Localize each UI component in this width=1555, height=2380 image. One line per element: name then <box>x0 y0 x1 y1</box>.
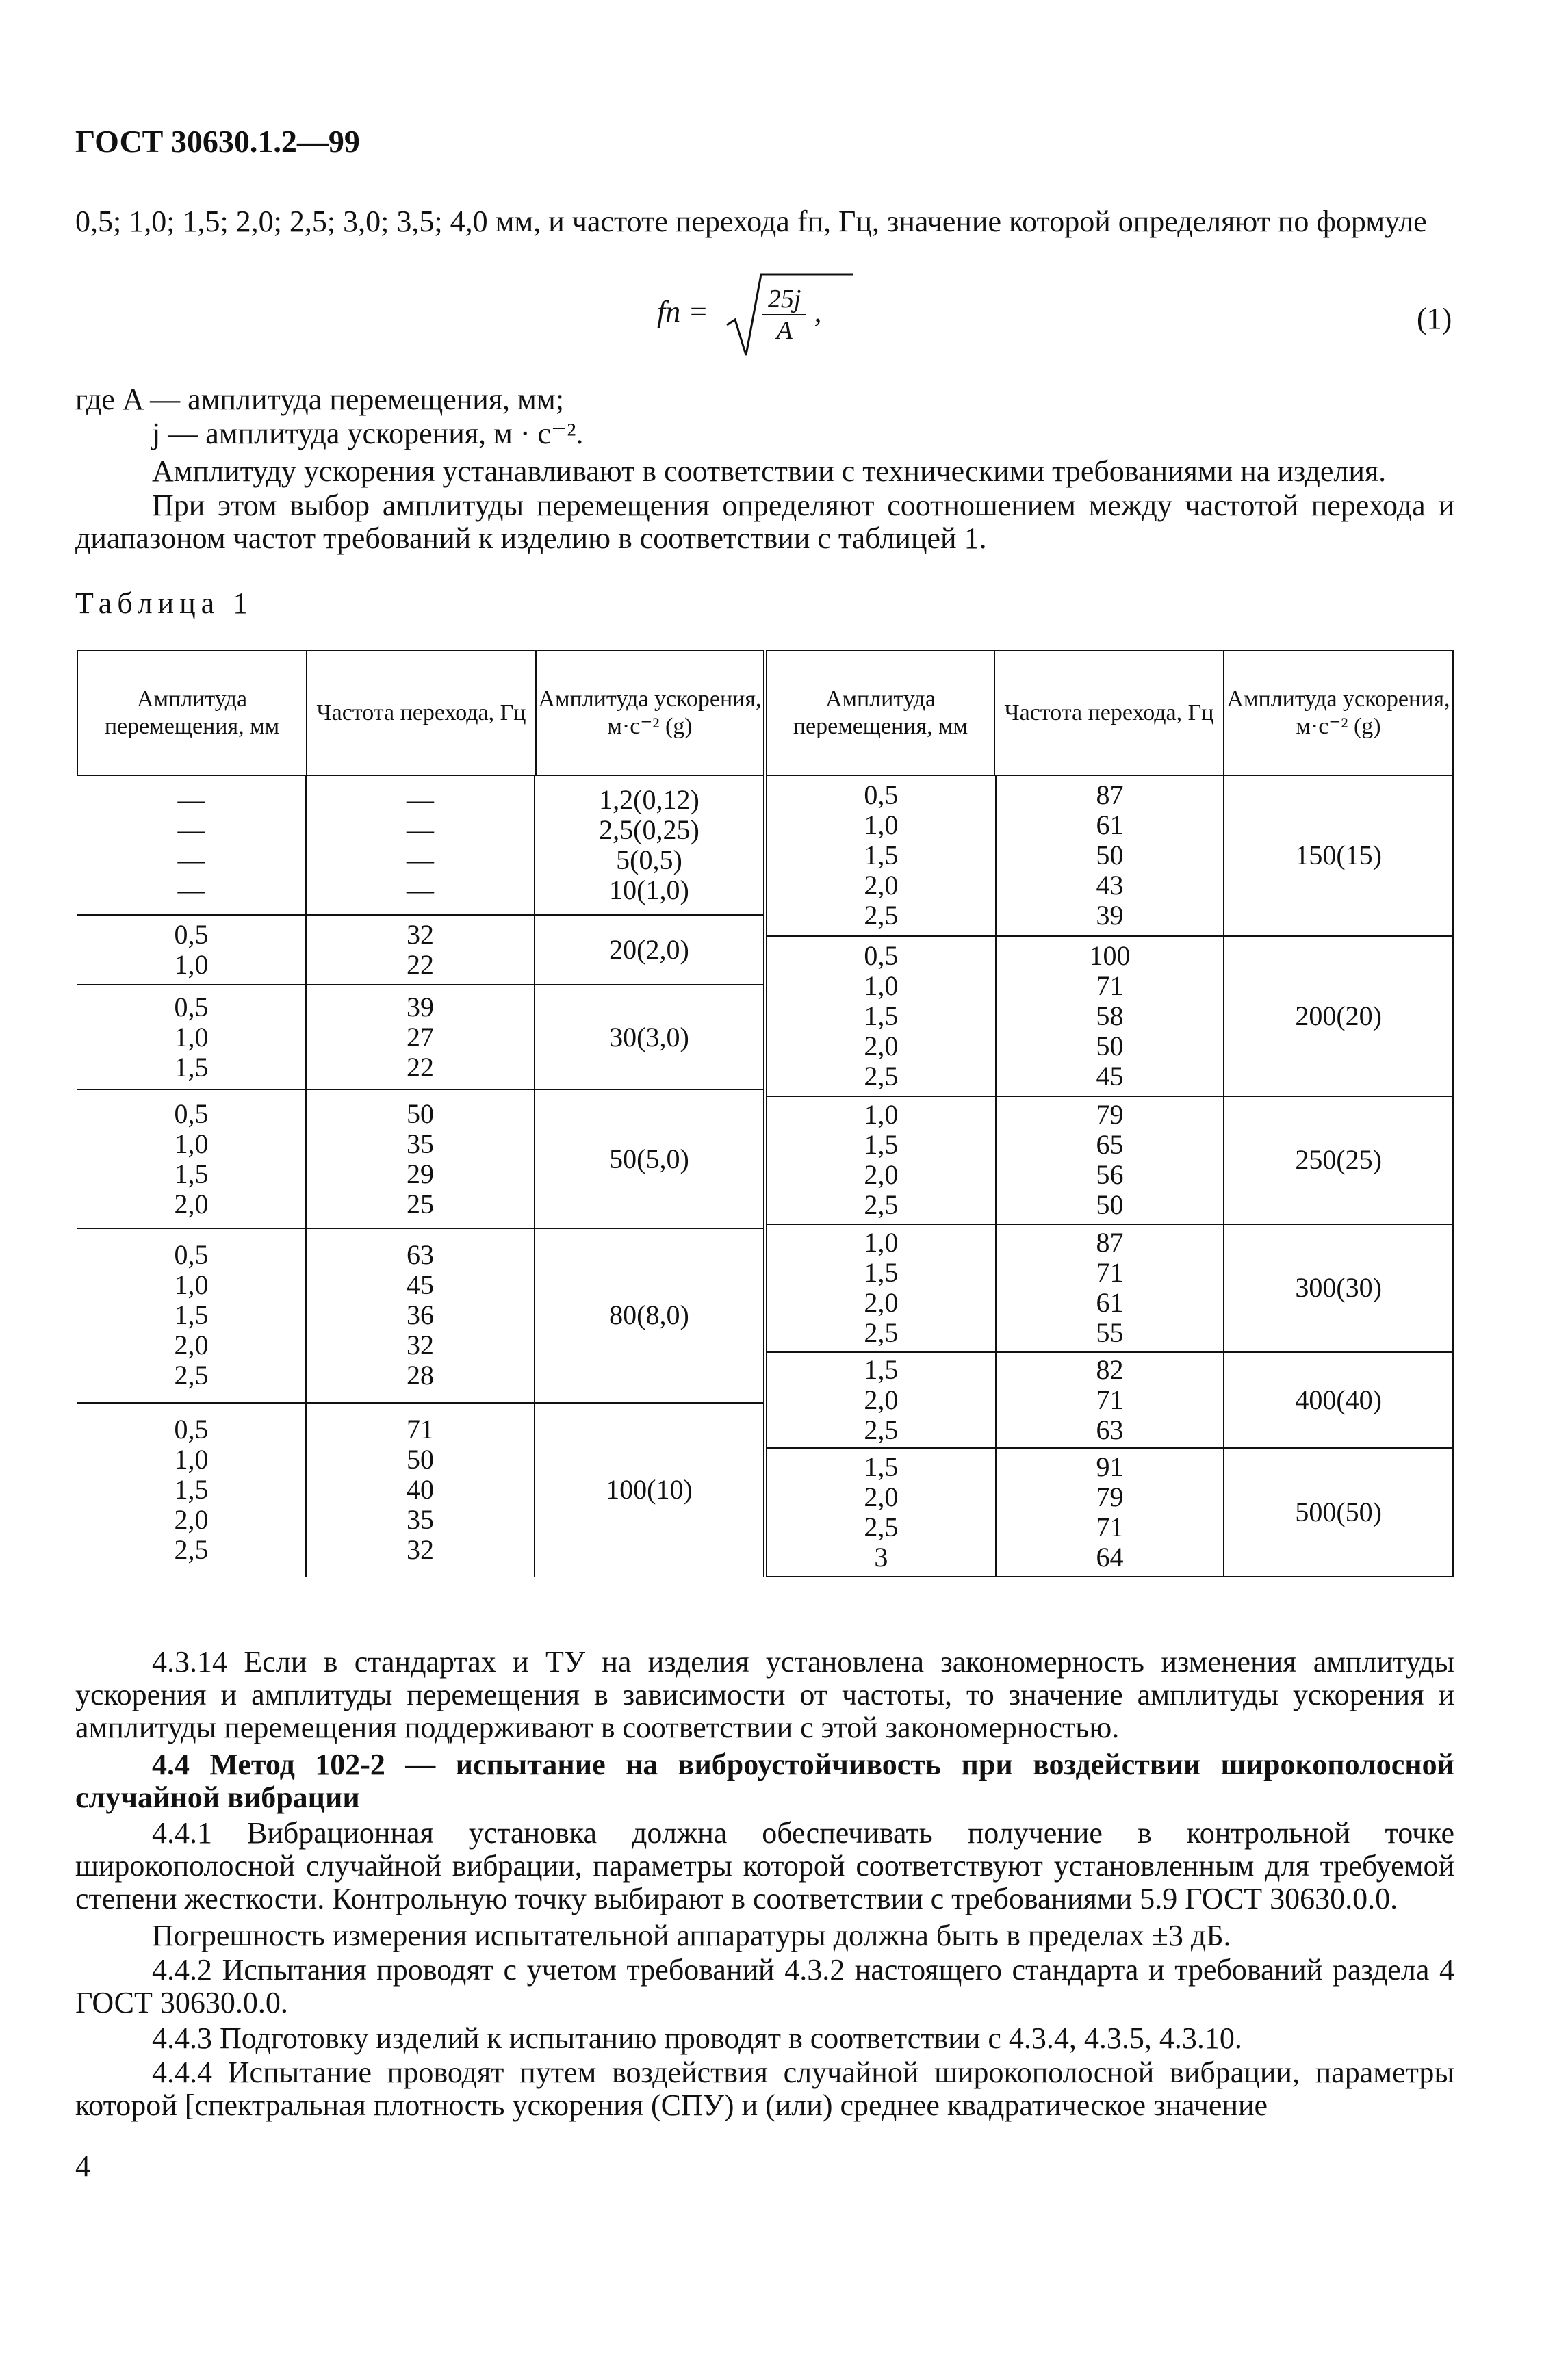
left-group-row <box>77 1228 763 1402</box>
right-cell-value: 87 <box>1096 779 1124 811</box>
left-cell-amp <box>77 1089 306 1228</box>
right-cell-value: 500(50) <box>1295 1496 1382 1527</box>
right-cell-value: 1,5 <box>864 1354 899 1385</box>
right-cell-value: 58 <box>1096 1000 1124 1031</box>
right-cell-value: 71 <box>1096 1511 1124 1542</box>
heading-4-4: 4.4 Метод 102-2 — испытание на виброустойчивость при воздействии широкополосной случайной вибрации <box>75 1748 1454 1814</box>
right-cell-value: 3 <box>874 1541 888 1573</box>
paragraph-4-3-14: 4.3.14 Если в стандартах и ТУ на изделия установлена закономерность изменения амплитуды ускорения и амплитуды перемещения в зависимости от частоты, то значение амплитуды ускорения и амплитуды перемещения поддерживают в соответствии с этой закономерностью. <box>75 1645 1454 1744</box>
right-cell-value: 1,5 <box>864 1257 899 1289</box>
formula-lhs: fп = <box>657 295 708 329</box>
right-cell-acc <box>1224 1224 1452 1352</box>
right-cell-amp <box>767 936 996 1096</box>
left-cell-value: 50(5,0) <box>609 1143 689 1174</box>
formula-denominator: A <box>776 316 793 345</box>
table-caption: Таблица 1 <box>75 586 254 620</box>
right-cell-value: 50 <box>1096 1030 1124 1061</box>
left-cell-value: 80(8,0) <box>609 1299 689 1331</box>
left-cell-value: — <box>177 844 205 876</box>
right-cell-value: 2,0 <box>864 1030 899 1061</box>
right-half <box>765 775 1453 1577</box>
right-cell-value: 1,5 <box>864 1451 899 1482</box>
right-cell-value: 1,0 <box>864 970 899 1001</box>
right-cell-value: 82 <box>1096 1354 1124 1385</box>
left-group-row <box>77 776 763 915</box>
left-cell-value: 1,0 <box>174 1128 209 1159</box>
left-cell-value: 30(3,0) <box>609 1021 689 1052</box>
left-cell-value: 1,0 <box>174 1021 209 1052</box>
right-cell-value: 0,5 <box>864 779 899 811</box>
left-cell-value: 1,2(0,12) <box>599 784 699 816</box>
left-half <box>77 775 765 1577</box>
right-cell-amp <box>767 1096 996 1224</box>
formula-tail: , <box>814 295 822 329</box>
right-cell-acc <box>1224 1352 1452 1448</box>
header-amplitude-acceleration: Амплитуда ускорения, м·с⁻² (g) <box>536 651 765 775</box>
right-cell-value: 55 <box>1096 1317 1124 1349</box>
left-cell-value: 10(1,0) <box>609 875 689 906</box>
header-transition-frequency-right: Частота перехода, Гц <box>994 651 1224 775</box>
formula-numerator: 25j <box>762 284 807 315</box>
header-transition-frequency: Частота перехода, Гц <box>307 651 536 775</box>
left-cell-value: 28 <box>407 1360 434 1391</box>
right-cell-freq <box>996 1224 1224 1352</box>
right-cell-freq <box>996 1096 1224 1224</box>
left-cell-value: 50 <box>407 1098 434 1129</box>
header-amplitude-displacement: Амплитуда перемещения, мм <box>77 651 307 775</box>
left-cell-acc <box>535 776 763 915</box>
left-cell-value: 1,5 <box>174 1299 209 1331</box>
right-cell-amp <box>767 776 996 936</box>
left-cell-value: 40 <box>407 1474 434 1505</box>
left-cell-value: 32 <box>407 1534 434 1566</box>
left-cell-amp <box>77 1228 306 1402</box>
left-cell-value: 20(2,0) <box>609 934 689 966</box>
right-group-row <box>767 1224 1452 1352</box>
right-cell-value: 91 <box>1096 1451 1124 1482</box>
left-subtable <box>77 776 763 1577</box>
paragraph-4-4-2: 4.4.2 Испытания проводят с учетом требований 4.3.2 настоящего стандарта и требований раздела 4 ГОСТ 30630.0.0. <box>75 1953 1454 2019</box>
right-cell-value: 43 <box>1096 870 1124 901</box>
left-cell-value: 5(0,5) <box>616 844 682 876</box>
right-subtable <box>767 776 1452 1576</box>
left-cell-acc <box>535 985 763 1089</box>
left-cell-amp <box>77 985 306 1089</box>
right-cell-value: 56 <box>1096 1159 1124 1191</box>
left-cell-value: 2,5 <box>174 1534 209 1566</box>
right-cell-value: 300(30) <box>1295 1272 1382 1304</box>
left-cell-value: 2,5 <box>174 1360 209 1391</box>
right-cell-value: 50 <box>1096 840 1124 871</box>
paragraph-4-4-4: 4.4.4 Испытание проводят путем воздействия случайной широкополосной вибрации, параметры которой [спектральная плотность ускорения (СПУ) и (или) среднее квадратическое значение <box>75 2056 1454 2122</box>
left-cell-value: 71 <box>407 1414 434 1445</box>
left-cell-freq <box>306 1089 535 1228</box>
right-cell-value: 45 <box>1096 1060 1124 1091</box>
right-cell-value: 2,5 <box>864 1189 899 1221</box>
right-cell-value: 2,0 <box>864 870 899 901</box>
left-cell-value: — <box>177 784 205 816</box>
left-cell-value: 2,0 <box>174 1504 209 1536</box>
left-cell-acc <box>535 1403 763 1577</box>
intro-paragraph: 0,5; 1,0; 1,5; 2,0; 2,5; 3,0; 3,5; 4,0 мм, и частоте перехода fп, Гц, значение которой определяют по формуле <box>75 205 1427 238</box>
left-cell-value: 1,5 <box>174 1158 209 1189</box>
right-cell-value: 79 <box>1096 1099 1124 1130</box>
right-cell-value: 64 <box>1096 1541 1124 1573</box>
where-line-2: j — амплитуда ускорения, м · с⁻². <box>152 417 584 450</box>
right-group-row <box>767 1352 1452 1448</box>
left-cell-value: 1,0 <box>174 1269 209 1301</box>
page-number: 4 <box>75 2149 90 2183</box>
paragraph-selection: При этом выбор амплитуды перемещения определяют соотношением между частотой перехода и диапазоном частот требований к изделию в соответствии с таблицей 1. <box>75 489 1454 555</box>
left-cell-value: 2,0 <box>174 1188 209 1219</box>
right-cell-acc <box>1224 1448 1452 1576</box>
left-cell-acc <box>535 1089 763 1228</box>
left-cell-value: 39 <box>407 991 434 1022</box>
right-cell-value: 400(40) <box>1295 1384 1382 1415</box>
left-group-row <box>77 1403 763 1577</box>
square-root <box>725 284 807 346</box>
right-cell-value: 79 <box>1096 1481 1124 1512</box>
left-cell-value: 32 <box>407 1330 434 1361</box>
right-cell-value: 1,5 <box>864 1000 899 1031</box>
right-cell-acc <box>1224 1096 1452 1224</box>
table-body-row <box>77 775 1453 1577</box>
left-cell-freq <box>306 1403 535 1577</box>
left-group-row <box>77 915 763 985</box>
left-cell-value: 27 <box>407 1021 434 1052</box>
right-group-row <box>767 1096 1452 1224</box>
header-amplitude-acceleration-right: Амплитуда ускорения, м·с⁻² (g) <box>1224 651 1453 775</box>
left-cell-value: 25 <box>407 1188 434 1219</box>
left-cell-value: 100(10) <box>606 1474 693 1505</box>
left-cell-freq <box>306 776 535 915</box>
right-cell-value: 0,5 <box>864 940 899 971</box>
table-1 <box>77 650 1454 1577</box>
left-cell-value: 35 <box>407 1504 434 1536</box>
paragraph-error: Погрешность измерения испытательной аппаратуры должна быть в пределах ±3 дБ. <box>152 1919 1231 1952</box>
right-cell-value: 1,5 <box>864 1129 899 1161</box>
right-cell-value: 87 <box>1096 1227 1124 1258</box>
right-cell-value: 1,0 <box>864 810 899 841</box>
left-group-row <box>77 1089 763 1228</box>
right-cell-value: 71 <box>1096 1384 1124 1415</box>
right-cell-acc <box>1224 936 1452 1096</box>
left-cell-value: 1,5 <box>174 1474 209 1505</box>
right-cell-value: 250(25) <box>1295 1144 1382 1176</box>
right-cell-value: 2,5 <box>864 1317 899 1349</box>
left-cell-amp <box>77 1403 306 1577</box>
right-cell-value: 61 <box>1096 1287 1124 1319</box>
left-cell-value: 35 <box>407 1128 434 1159</box>
left-cell-value: 0,5 <box>174 1239 209 1271</box>
paragraph-4-4-1: 4.4.1 Вибрационная установка должна обеспечивать получение в контрольной точке широкополосной случайной вибрации, параметры которой соответствуют установленным для требуемой степени жесткости. Контрольную точку выбирают в соответствии с требованиями 5.9 ГОСТ 30630.0.0. <box>75 1816 1454 1915</box>
left-group-row <box>77 985 763 1089</box>
right-cell-value: 2,5 <box>864 1511 899 1542</box>
right-cell-freq <box>996 776 1224 936</box>
left-cell-value: 45 <box>407 1269 434 1301</box>
right-cell-acc <box>1224 776 1452 936</box>
document-header: ГОСТ 30630.1.2—99 <box>75 124 360 159</box>
paragraph-amplitude: Амплитуду ускорения устанавливают в соответствии с техническими требованиями на изделия. <box>152 454 1387 488</box>
right-cell-value: 63 <box>1096 1414 1124 1445</box>
left-cell-value: — <box>177 814 205 846</box>
table-header-row <box>77 651 1453 775</box>
left-cell-acc <box>535 915 763 985</box>
right-cell-amp <box>767 1224 996 1352</box>
left-cell-value: 2,5(0,25) <box>599 814 699 846</box>
left-cell-value: 0,5 <box>174 1098 209 1129</box>
right-cell-value: 2,0 <box>864 1159 899 1191</box>
left-cell-value: 63 <box>407 1239 434 1271</box>
right-group-row <box>767 776 1452 936</box>
left-cell-value: 22 <box>407 1051 434 1083</box>
right-group-row <box>767 936 1452 1096</box>
left-cell-value: — <box>407 875 434 906</box>
left-cell-value: 1,0 <box>174 1444 209 1475</box>
right-cell-value: 1,0 <box>864 1099 899 1130</box>
right-cell-value: 100 <box>1089 940 1131 971</box>
left-cell-amp <box>77 915 306 985</box>
formula <box>657 284 821 346</box>
right-cell-freq <box>996 1448 1224 1576</box>
right-cell-value: 61 <box>1096 810 1124 841</box>
right-cell-value: 2,5 <box>864 1060 899 1091</box>
left-cell-value: 0,5 <box>174 1414 209 1445</box>
left-cell-value: — <box>407 784 434 816</box>
right-cell-value: 2,5 <box>864 1414 899 1445</box>
radical-sign-icon <box>725 272 856 361</box>
left-cell-value: 50 <box>407 1444 434 1475</box>
right-cell-value: 71 <box>1096 970 1124 1001</box>
equation-number: (1) <box>1417 302 1452 335</box>
right-cell-value: 2,0 <box>864 1384 899 1415</box>
right-cell-freq <box>996 936 1224 1096</box>
left-cell-value: 29 <box>407 1158 434 1189</box>
where-line-1: где A — амплитуда перемещения, мм; <box>75 383 564 416</box>
left-cell-amp <box>77 776 306 915</box>
right-cell-value: 2,5 <box>864 900 899 931</box>
right-cell-value: 71 <box>1096 1257 1124 1289</box>
right-cell-amp <box>767 1352 996 1448</box>
left-cell-value: — <box>407 814 434 846</box>
right-cell-value: 1,5 <box>864 840 899 871</box>
paragraph-4-4-3: 4.4.3 Подготовку изделий к испытанию проводят в соответствии с 4.3.4, 4.3.5, 4.3.10. <box>152 2021 1242 2055</box>
left-cell-value: 1,5 <box>174 1051 209 1083</box>
left-cell-freq <box>306 915 535 985</box>
left-cell-value: 1,0 <box>174 949 209 981</box>
left-cell-value: 22 <box>407 949 434 981</box>
right-cell-amp <box>767 1448 996 1576</box>
right-cell-value: 50 <box>1096 1189 1124 1221</box>
header-amplitude-displacement-right: Амплитуда перемещения, мм <box>765 651 994 775</box>
right-cell-value: 2,0 <box>864 1481 899 1512</box>
right-cell-value: 2,0 <box>864 1287 899 1319</box>
right-cell-freq <box>996 1352 1224 1448</box>
left-cell-value: 2,0 <box>174 1330 209 1361</box>
right-cell-value: 65 <box>1096 1129 1124 1161</box>
right-cell-value: 150(15) <box>1295 840 1382 871</box>
left-cell-value: — <box>177 875 205 906</box>
right-cell-value: 200(20) <box>1295 1000 1382 1031</box>
left-cell-value: 0,5 <box>174 991 209 1022</box>
right-cell-value: 1,0 <box>864 1227 899 1258</box>
left-cell-value: 36 <box>407 1299 434 1331</box>
left-cell-freq <box>306 985 535 1089</box>
left-cell-value: 0,5 <box>174 919 209 950</box>
left-cell-value: 32 <box>407 919 434 950</box>
left-cell-value: — <box>407 844 434 876</box>
left-cell-acc <box>535 1228 763 1402</box>
right-group-row <box>767 1448 1452 1576</box>
left-cell-freq <box>306 1228 535 1402</box>
right-cell-value: 39 <box>1096 900 1124 931</box>
